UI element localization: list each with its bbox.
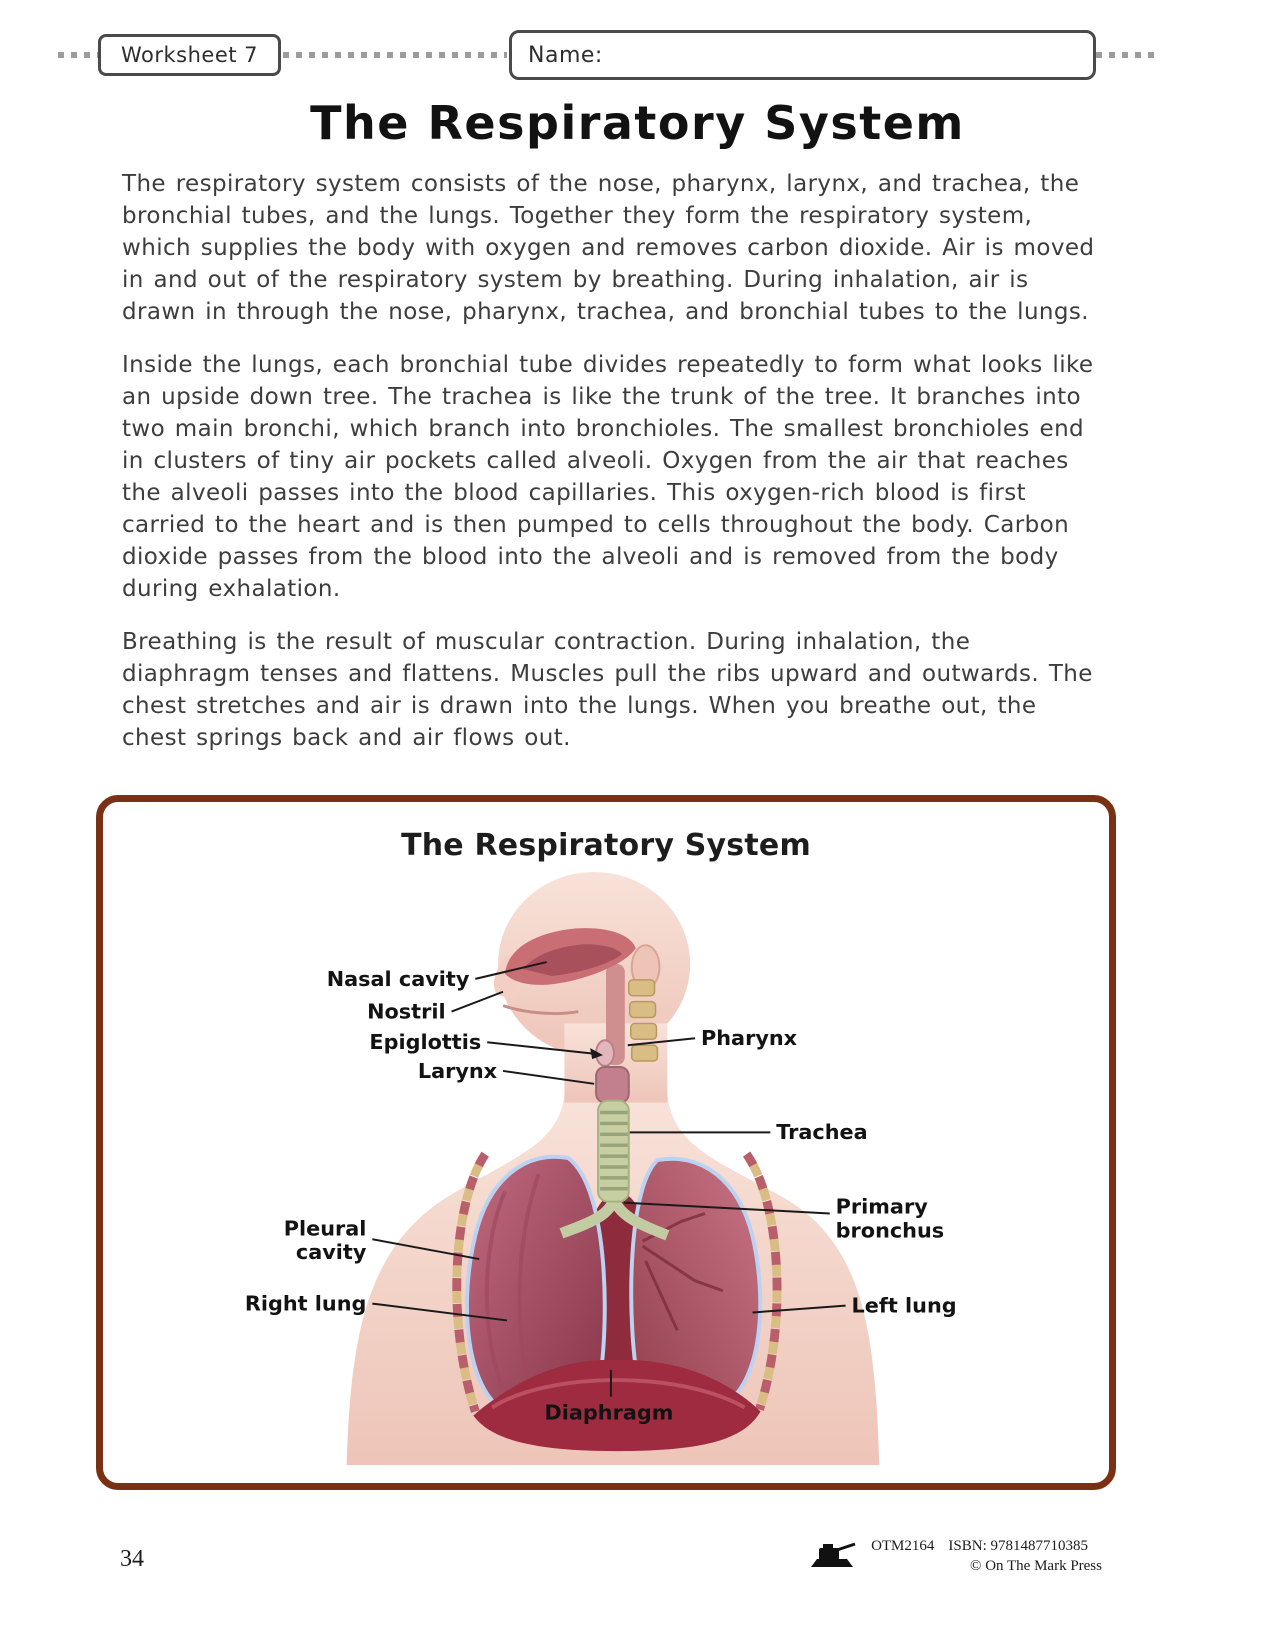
paragraph-2: Inside the lungs, each bronchial tube divides repeatedly to form what looks like an upside down tree. The trachea is like the trunk of the tree. It branches into two main bronchi, which branch into bronchioles. The smallest bronchioles end in clusters of tiny air pockets called alveoli. Oxygen from the air that reaches the alveoli passes into the blood capillaries. This oxygen-rich blood is first carried to the heart and is then pumped to cells throughout the body. Carbon dioxide passes from the blood into the alveoli and is removed from the body during exhalation. — [122, 352, 1094, 602]
label-pleural-cavity-1: Pleural — [283, 1216, 367, 1241]
label-epiglottis: Epiglottis — [369, 1030, 482, 1055]
label-primary-bronchus-1: Primary — [835, 1194, 928, 1219]
label-primary-bronchus-2: bronchus — [835, 1218, 945, 1243]
copyright: © On The Mark Press — [970, 1558, 1102, 1574]
trachea — [598, 1101, 629, 1202]
product-code: OTM2164 — [871, 1538, 935, 1554]
respiratory-system-illustration — [111, 865, 1101, 1465]
larynx — [596, 1067, 629, 1103]
label-pleural-cavity-2: cavity — [295, 1240, 367, 1265]
name-field-label: Name: — [528, 42, 603, 68]
paragraph-1: The respiratory system consists of the nose, pharynx, larynx, and trachea, the bronchial tubes, and the lungs. Together they form the respiratory system, which supplies the body with oxygen and removes carbon dioxide. Air is moved in and out of the respiratory system by breathing. During inhalation, air is drawn in through the nose, pharynx, trachea, and bronchial tubes to the lungs. — [122, 171, 1095, 325]
label-right-lung: Right lung — [244, 1291, 367, 1316]
diagram-frame — [96, 795, 1116, 1490]
page-footer — [120, 1536, 1102, 1592]
page-number: 34 — [120, 1546, 144, 1572]
imprint-text — [871, 1536, 1102, 1576]
label-trachea: Trachea — [776, 1120, 868, 1145]
label-left-lung: Left lung — [851, 1293, 957, 1318]
worksheet-number-label: Worksheet 7 — [121, 43, 259, 67]
dotted-divider-right — [1096, 52, 1156, 58]
isbn: ISBN: 9781487710385 — [948, 1538, 1088, 1554]
leader-nostril — [452, 992, 503, 1012]
dotted-divider-left — [58, 52, 98, 58]
dotted-divider-middle — [283, 52, 507, 58]
worksheet-number-box — [98, 34, 281, 76]
name-field[interactable] — [509, 30, 1096, 80]
on-the-mark-press-logo-icon — [809, 1541, 857, 1571]
diagram-title: The Respiratory System — [401, 828, 811, 863]
label-larynx: Larynx — [417, 1058, 498, 1083]
body-text — [122, 168, 1108, 775]
label-diaphragm: Diaphragm — [544, 1400, 674, 1425]
label-nostril: Nostril — [367, 999, 446, 1024]
page-title: The Respiratory System — [310, 96, 965, 150]
label-pharynx: Pharynx — [701, 1026, 798, 1051]
publisher-block — [809, 1536, 1102, 1576]
label-nasal-cavity: Nasal cavity — [326, 966, 470, 991]
paragraph-3: Breathing is the result of muscular contraction. During inhalation, the diaphragm tenses and flattens. Muscles pull the ribs upward and outwards. The chest stretches and air is drawn into the lungs. When you breathe out, the chest springs back and air flows out. — [122, 629, 1093, 751]
page-header — [58, 30, 1156, 80]
